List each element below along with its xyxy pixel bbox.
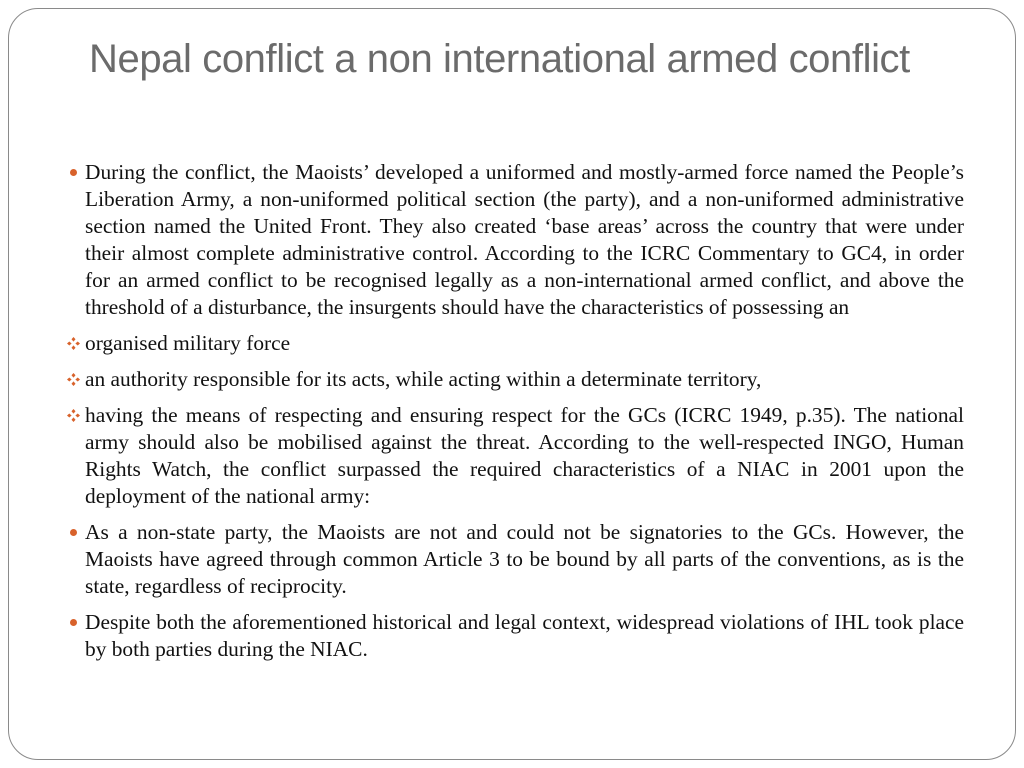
slide [8,8,1016,760]
round-bullet-icon [65,159,81,186]
bullet-text: During the conflict, the Maoists’ developed a uniformed and mostly-armed force named the People’s Liberation Army, a non-uniformed political section (the party), and a non-uniformed administrative section named the United Front. They also created ‘base areas’ across the country that were under their almost complete administrative control. According to the ICRC Commentary to GC4, in order for an armed conflict to be recognised legally as a non-international armed conflict, and above the threshold of a disturbance, the insurgents should have the characteristics of possessing an [85,160,964,319]
round-bullet-icon [65,519,81,546]
bullet-text: As a non-state party, the Maoists are not and could not be signatories to the GCs. However, the Maoists have agreed through common Article 3 to be bound by all parts of the conventions, as is the state, regardless of reciprocity. [85,520,964,598]
slide-title: Nepal conflict a non international armed conflict [89,37,910,81]
bullet-item [65,519,964,600]
sub-bullet-item [65,330,964,357]
diamond-bullet-icon [65,330,81,357]
diamond-bullet-icon [65,402,81,429]
bullet-text: Despite both the aforementioned historical and legal context, widespread violations of IHL took place by both parties during the NIAC. [85,610,964,661]
bullet-text: organised military force [85,331,291,355]
bullet-text: having the means of respecting and ensuring respect for the GCs (ICRC 1949, p.35). The national army should also be mobilised against the threat. According to the well-respected INGO, Human Rights Watch, the conflict surpassed the required characteristics of a NIAC in 2001 upon the deployment of the national army: [85,403,964,508]
bullet-list [65,159,964,672]
sub-bullet-item [65,366,964,393]
bullet-item [65,609,964,663]
bullet-item [65,159,964,321]
bullet-text: an authority responsible for its acts, while acting within a determinate territory, [85,367,762,391]
round-bullet-icon [65,609,81,636]
sub-bullet-item [65,402,964,510]
diamond-bullet-icon [65,366,81,393]
